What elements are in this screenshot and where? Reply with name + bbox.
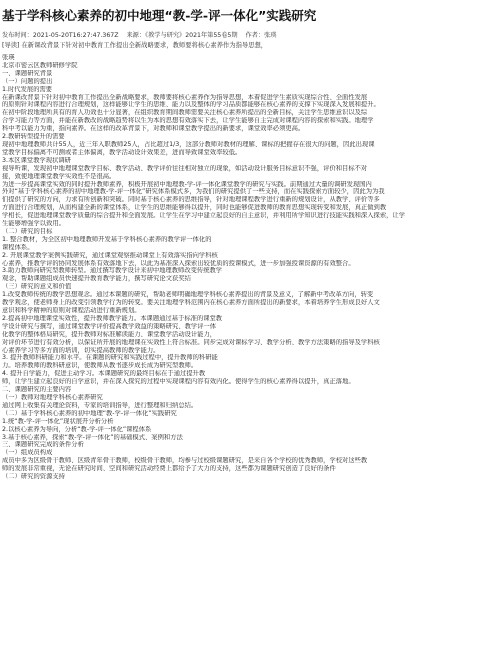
body-line: （二）研究的资源支持 — [2, 473, 65, 481]
body-line: 一、课题研究背景 — [2, 69, 53, 77]
body-line: 学设计研究与撰写，通过课堂教学评价提高教学效益的策略研究、教学评一体 — [2, 322, 217, 330]
body-line: 为进一步提高课堂实效的同时提升教师素养，积极开展初中地理教-学-评一体化课堂教学的研究与实践。前期通过大量的调研发现国内 — [2, 180, 372, 188]
body-line: 接，致使地理课堂教学实效性不是很高。 — [2, 172, 116, 180]
body-line: 2.以核心素养为导向，分析“教-学-评一体化”课程体系 — [2, 425, 152, 433]
publish-time: 发布时间：2021-05-20T16:27:47.367Z — [2, 32, 119, 39]
body-line: 视导听课，发现初中地理课堂教学目标、教学活动、教学评价往往相对独立的现象，如活动设计服务目标意识不强，评价和目标不对 — [2, 164, 368, 172]
article-title: 基于学科核心素养的初中地理“教-学-评一体化”实践研究 — [2, 8, 317, 23]
body-line: （一）教师对地理学科核心素养研究 — [2, 393, 103, 401]
body-line: 1. 整合教材，为全区初中地理教师开发基于学科核心素养的教学评一体化的 — [2, 235, 212, 243]
body-line: 二、课题研究的主要内容 — [2, 386, 72, 394]
body-line: 师的发展非常重视，无论在研究时间、空间和研究活动经费上都给予了大力的支持，这些都为课题研究创造了良好的条件 — [2, 465, 336, 473]
body-line: 心素养学习等多方面的培训，切实提高教师的教学能力。 — [2, 346, 160, 354]
body-line: 1.时代发展的需要 — [2, 85, 53, 93]
body-line: 3.助力教师向研究型教师转型。通过撰写教学设计来初中地理教师改变传统教学 — [2, 267, 223, 275]
body-line: 3. 提升教师科研能力和水平。在课题的研究和实践过程中，提升教师的科研能 — [2, 354, 218, 362]
body-line: （二）研究的目标 — [2, 227, 53, 235]
body-line: 合学习能力等方面，并能在新教改的战略趋势将以生为本的思想有效落实下去，让学生能够自主完成对课程内容的探索和实践。地理学 — [2, 117, 374, 125]
body-line: 通过网上收集有关理论资料，专家的培训指导，进行整理和归纳总结。 — [2, 401, 198, 409]
body-line: 意识和科学精神的原则对课程活动进行重新规划。 — [2, 307, 141, 314]
body-line: 张瑛 — [2, 54, 15, 61]
article-abstract: [导读] 在新课改背景下针对初中教育工作提出全新战略要求，教师要将核心素养作为指导思想， — [2, 42, 268, 49]
body-line: 现初中地理教师共计55人，近三年入职教师25人，占比超过1/3，这部分教师对教材的理解、课标的把握存在很大的问题，因此出现课 — [2, 140, 375, 148]
body-line: 2. 开展课堂教学案例实践研究，通过课堂观察推动课堂上有效落实指向学科核 — [2, 251, 218, 259]
article-meta — [2, 30, 282, 39]
body-line: 2.提高初中地理课堂实效性，提升教师教学能力。本课题通过基于标准的课堂教 — [2, 314, 223, 322]
body-line: （一）组成员构成 — [2, 449, 53, 457]
body-line: 北京市密云区教师研修学院 — [2, 61, 78, 69]
body-line: 1.统“教-学-评一体化”现状展开分析分析 — [2, 417, 114, 425]
body-line: 堂教学目标偏离不可测或者主体偏离，教学活动设计效果差，进而导致课堂效率较低。 — [2, 148, 242, 156]
article-body — [2, 54, 500, 481]
body-line: 在初中阶段地理所具有的育人功效也十分显著，在组织教育期间教师需要关注核心素养所提出的全新目标，关注学生思维意识以及综 — [2, 109, 368, 117]
body-line: 师，让学生建立起良好的自学意识，并在深入探究的过程中实现课程内容有效内化。使得学生的核心素养得以提升，真正落地。 — [2, 378, 355, 386]
body-line: 3.本区课堂教学现状调研 — [2, 156, 71, 164]
body-line: 课程体系。 — [2, 243, 34, 251]
body-line: 对评价环节进行有效分析，以保证所开展的地理课在实效性上符合标准。同步完成对课标学习、教学分析、教学方法策略的指导及学科核 — [2, 338, 380, 346]
body-line: （一）问题的提出 — [2, 77, 53, 85]
body-line: 3.基于核心素养，探索“教-学-评一体化”的基础模式、案例和方法 — [2, 433, 183, 441]
body-line: 力。培养教师的教科研意识，使教师从教书逐步成长成为研究型教师。 — [2, 362, 198, 370]
body-line: （三）研究的意义和价值 — [2, 283, 72, 291]
body-line: 4. 提升自学能力，促进主动学习。本课题研究的最终目标在于通过提升教 — [2, 370, 206, 378]
body-line: 化教学的整体格局研究，提升教师对标准解读能力、课堂教学活动设计能力， — [2, 330, 217, 338]
body-line: 观念，帮助课题组成员快速提升教育教学能力，撰写研究论文获奖结 — [2, 275, 191, 283]
body-line: 成员中多为区级骨干教师、区级青年骨干教师，校级骨干教师，均参与过校级课题研究，是来自各个学校的优秀教师，学校对这些教 — [2, 457, 368, 465]
body-line: 的原则针对课程内容进行合理规划，这样能够让学生的思维、能力以及整体的学习品质都能够在核心素养的支撑下实现深入发展和提升。 — [2, 101, 380, 109]
body-line: 在新课改背景下针对初中教育工作提出全新战略要求，教师要将核心素养作为指导思想，本着促进学生素质实现综合性、全面性发展 — [2, 93, 368, 101]
article-source: 来源：《教学与研究》2021年第55卷5期 — [126, 32, 238, 39]
body-line: 2.教研转型提升的需要 — [2, 133, 65, 141]
body-line: 心素养，推教学评的协同发展体系有效落地下去，以此为基准深入探索出较优质的授课模式，进一步加强授课资源的有效整合。 — [2, 259, 355, 267]
body-line: 1.改变教师传统的教学思想观念。通过本课题的研究，帮助老师明确地理学科核心素养提出的背景及意义，了解新中考改革方向，转变 — [2, 291, 374, 299]
body-line: 科中考以能力为重，指向素养。在这样的改革背景下，对教师和课堂教学提出的新要求，课堂效率必须更高。 — [2, 125, 305, 133]
body-line: 学相长，促进地理课堂教学质量的综合提升和全面发展。让学生在学习中建立起良好的自主意识，并利用所学知识进行技能实践和深入探索，让学 — [2, 212, 405, 220]
body-line: 方面进行合理规划，从而构建全新的课堂体系，让学生的思维能够得以提升，同时也能够促进教师的教育思想实现转变和发展，真正做到教 — [2, 204, 387, 212]
body-line: 教学观念，使老师身上的改变引领教学行为的转变。要关注地理学科范围内在核心素养方面所提出的新要求，本着培养学生形成良好人文 — [2, 299, 380, 307]
body-line: （二）基于学科核心素养的初中地理“教-学-评一体化”实践研究 — [2, 409, 177, 417]
body-line: 们提供了研究的方向，力求有所创新和突破。同时基于核心素养的思维指导，针对地理课程教学进行重新的规划设计，从教学、评价等多 — [2, 196, 380, 204]
body-line: 外对“基于学科核心素养的初中地理教-学-评一体化”研究体系模式多，为我们的研究提供了一些支持，而在实践探索方面较少，因此为为我 — [2, 188, 385, 196]
article-author: 作者：张瑛 — [245, 32, 277, 39]
body-line: 三、课题研究完成的条件分析 — [2, 441, 84, 449]
body-line: 生能够增强学以致用。 — [2, 220, 65, 228]
